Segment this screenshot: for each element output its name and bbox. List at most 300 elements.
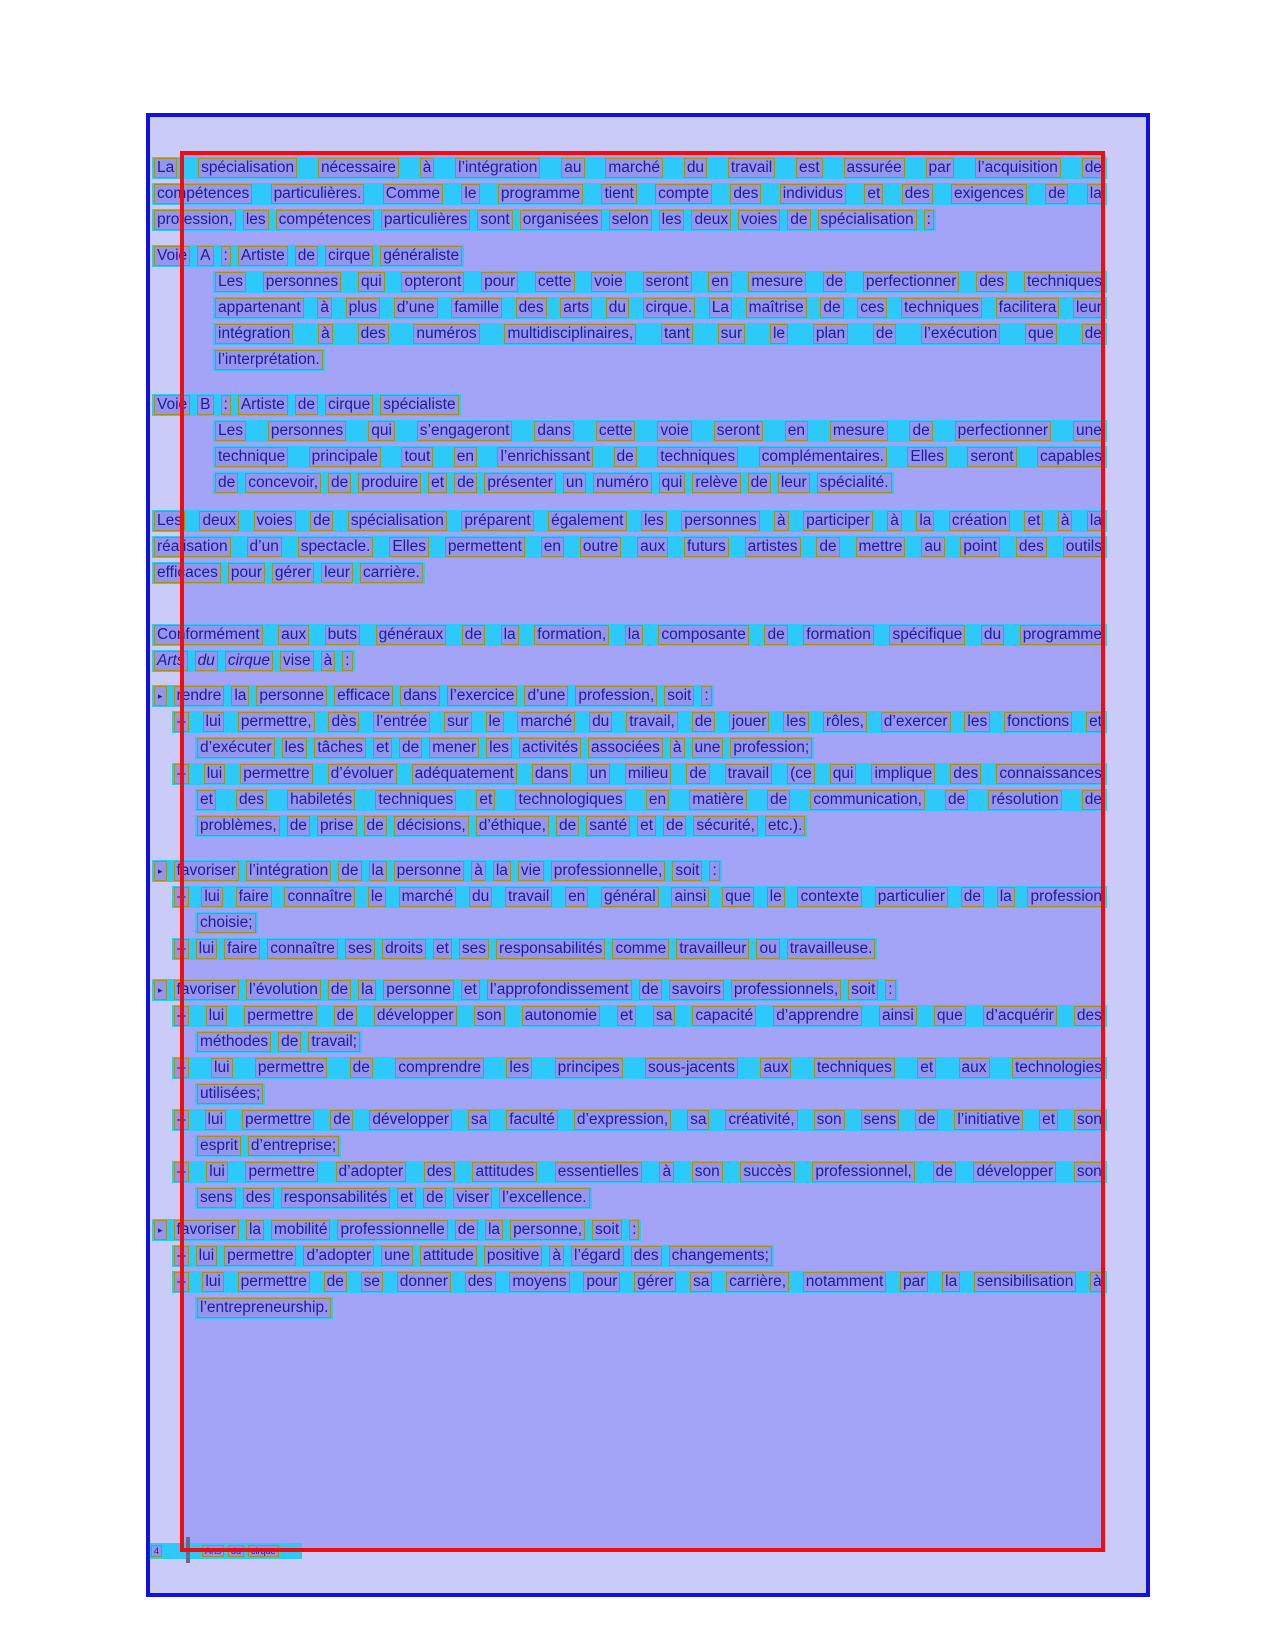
word-bounding-box: vise (280, 651, 314, 671)
text-line-row (150, 711, 1107, 733)
word-bounding-box: efficaces (154, 563, 221, 583)
word-bounding-box: des (730, 184, 761, 204)
word-bounding-box: Voie (154, 395, 190, 415)
line-bounding-box (152, 157, 1107, 179)
word-bounding-box: voie (591, 272, 625, 292)
word-bounding-box: – (174, 764, 189, 784)
word-bounding-box: dans (534, 421, 574, 441)
text-line-row (150, 789, 1107, 811)
word-bounding-box: des (424, 1162, 455, 1182)
word-bounding-box: présenter (484, 473, 555, 493)
word-bounding-box: : (701, 686, 711, 706)
word-bounding-box: l’intégration (455, 158, 540, 178)
word-bounding-box: l’exercice (447, 686, 518, 706)
word-bounding-box: de (692, 712, 715, 732)
word-bounding-box: en (646, 790, 669, 810)
word-bounding-box: de (1045, 184, 1068, 204)
word-bounding-box: et (428, 473, 447, 493)
goal-4 (150, 1219, 1107, 1319)
word-bounding-box: de (1082, 790, 1105, 810)
word-bounding-box: d’évoluer (328, 764, 397, 784)
word-bounding-box: intégration (215, 324, 293, 344)
word-bounding-box: prise (317, 816, 357, 836)
word-bounding-box: une (381, 1246, 413, 1266)
text-line-row (150, 1057, 1107, 1079)
word-bounding-box: rendre (174, 686, 225, 706)
word-bounding-box: carrière, (726, 1272, 789, 1292)
line-bounding-box (172, 1271, 1107, 1293)
text-line-row (150, 183, 1107, 205)
word-bounding-box: techniques (1024, 272, 1105, 292)
word-bounding-box: : (221, 395, 231, 415)
word-bounding-box: son (814, 1110, 845, 1130)
word-bounding-box: communication, (810, 790, 925, 810)
word-bounding-box: et (397, 1188, 416, 1208)
word-bounding-box: soit (672, 861, 702, 881)
line-bounding-box (213, 349, 325, 371)
word-bounding-box: un (587, 764, 610, 784)
text-line-row (150, 420, 1107, 442)
text-line-row (150, 763, 1107, 785)
word-bounding-box: sa (687, 1110, 709, 1130)
word-bounding-box: dans (532, 764, 572, 784)
word-bounding-box: spécialiste (380, 395, 458, 415)
word-bounding-box: d’une (394, 298, 438, 318)
line-bounding-box (172, 886, 1107, 908)
word-bounding-box: sur (444, 712, 472, 732)
word-bounding-box: perfectionner (863, 272, 959, 292)
word-bounding-box: que (934, 1006, 966, 1026)
word-bounding-box: professionnelle (337, 1220, 447, 1240)
word-bounding-box: d’entreprise; (248, 1136, 339, 1156)
line-bounding-box (195, 912, 258, 934)
line-bounding-box (213, 420, 1107, 442)
word-bounding-box: favoriser (174, 980, 239, 1000)
word-bounding-box: du (981, 625, 1004, 645)
word-bounding-box: : (709, 861, 719, 881)
text-line-row (150, 938, 1107, 960)
word-bounding-box: de (364, 816, 387, 836)
word-bounding-box: leur (321, 563, 353, 583)
word-bounding-box: réalisation (154, 537, 231, 557)
footer-title-word: Arts (202, 1545, 224, 1557)
word-bounding-box: en (785, 421, 808, 441)
word-bounding-box: mener (429, 738, 479, 758)
word-bounding-box: faire (236, 887, 272, 907)
word-bounding-box: travail; (308, 1032, 360, 1052)
line-bounding-box (152, 624, 1107, 646)
word-bounding-box: des (902, 184, 933, 204)
word-bounding-box: numéro (593, 473, 652, 493)
word-bounding-box: vie (518, 861, 544, 881)
word-bounding-box: Voie (154, 246, 190, 266)
word-bounding-box: la (625, 625, 643, 645)
conformement-paragraph (150, 624, 1107, 672)
line-bounding-box (152, 209, 936, 231)
line-bounding-box (213, 271, 1107, 293)
word-bounding-box: spécialisation (198, 158, 297, 178)
word-bounding-box: voie (657, 421, 691, 441)
text-line-row (150, 209, 1107, 231)
line-bounding-box (172, 1005, 1107, 1027)
word-bounding-box: travailleuse. (787, 939, 876, 959)
word-bounding-box: travail (725, 764, 772, 784)
word-bounding-box: comprendre (395, 1058, 484, 1078)
word-bounding-box: de (334, 1006, 357, 1026)
word-bounding-box: travail (505, 887, 552, 907)
bullet-marker: ▸ (154, 980, 167, 1000)
word-bounding-box: le (461, 184, 479, 204)
word-bounding-box: implique (871, 764, 935, 784)
word-bounding-box: l’interprétation. (215, 350, 323, 370)
text-line-row (150, 737, 1107, 759)
voie-a-body (150, 271, 1107, 371)
line-bounding-box (152, 1219, 641, 1241)
word-bounding-box: : (885, 980, 895, 1000)
word-bounding-box: cette (596, 421, 636, 441)
word-bounding-box: des (358, 324, 389, 344)
word-bounding-box: du (469, 887, 492, 907)
word-bounding-box: attitudes (472, 1162, 537, 1182)
word-bounding-box: voies (254, 511, 296, 531)
word-bounding-box: dans (400, 686, 440, 706)
word-bounding-box: personnes (268, 421, 346, 441)
word-bounding-box: personne, (510, 1220, 585, 1240)
word-bounding-box: spécialisation (818, 210, 917, 230)
word-bounding-box: responsabilités (496, 939, 605, 959)
line-bounding-box (195, 1135, 341, 1157)
word-bounding-box: milieu (625, 764, 671, 784)
word-bounding-box: technologiques (515, 790, 625, 810)
word-bounding-box: tant (661, 324, 693, 344)
word-bounding-box: décisions, (394, 816, 469, 836)
text-line-row (150, 510, 1107, 532)
text-line-row (150, 1297, 1107, 1319)
word-bounding-box: à (471, 861, 486, 881)
line-bounding-box (172, 1109, 1107, 1131)
goal-1 (150, 685, 1107, 837)
word-bounding-box: à (1090, 1272, 1105, 1292)
word-bounding-box: sa (690, 1272, 712, 1292)
word-bounding-box: gérer (634, 1272, 676, 1292)
word-bounding-box: la (358, 980, 376, 1000)
word-bounding-box: lui (203, 712, 225, 732)
word-bounding-box: au (921, 537, 944, 557)
word-bounding-box: cirque (325, 395, 373, 415)
word-bounding-box: techniques (814, 1058, 895, 1078)
word-bounding-box: activités (519, 738, 581, 758)
text-line-row (150, 157, 1107, 179)
word-bounding-box: ses (345, 939, 375, 959)
word-bounding-box: gérer (272, 563, 314, 583)
text-line-row (150, 536, 1107, 558)
word-bounding-box: habiletés (287, 790, 355, 810)
word-bounding-box: Conformément (154, 625, 263, 645)
word-bounding-box: des (1016, 537, 1047, 557)
word-bounding-box: à (317, 298, 332, 318)
word-bounding-box: essentielles (555, 1162, 642, 1182)
text-line-row (150, 1083, 1107, 1105)
word-bounding-box: d’exercer (881, 712, 951, 732)
word-bounding-box: complémentaires. (759, 447, 887, 467)
word-bounding-box: formation (803, 625, 874, 645)
word-bounding-box: en (565, 887, 588, 907)
word-bounding-box: développer (369, 1110, 452, 1130)
word-bounding-box: plus (346, 298, 380, 318)
word-bounding-box: qui (830, 764, 857, 784)
word-bounding-box: professionnels, (731, 980, 841, 1000)
word-bounding-box: sont (477, 210, 512, 230)
word-bounding-box: aux (278, 625, 309, 645)
word-bounding-box: viser (453, 1188, 492, 1208)
word-bounding-box: les (506, 1058, 532, 1078)
text-content (150, 157, 1107, 1323)
line-bounding-box (152, 536, 1107, 558)
line-bounding-box (213, 472, 894, 494)
word-bounding-box: – (174, 1058, 189, 1078)
line-bounding-box (152, 562, 425, 584)
word-bounding-box: faire (224, 939, 260, 959)
line-bounding-box (195, 1297, 333, 1319)
word-bounding-box: autonomie (522, 1006, 600, 1026)
word-bounding-box: le (486, 712, 504, 732)
word-bounding-box: et (864, 184, 883, 204)
word-bounding-box: que (1025, 324, 1057, 344)
word-bounding-box: l’entrepreneurship. (197, 1298, 331, 1318)
word-bounding-box: famille (451, 298, 502, 318)
text-line-row (150, 271, 1107, 293)
word-bounding-box: changements; (669, 1246, 772, 1266)
word-bounding-box: deux (691, 210, 731, 230)
word-bounding-box: préparent (461, 511, 533, 531)
line-bounding-box (172, 1245, 774, 1267)
word-bounding-box: de (816, 537, 839, 557)
word-bounding-box: permettre (244, 1006, 316, 1026)
word-bounding-box: Elles (389, 537, 429, 557)
word-bounding-box: lui (204, 764, 226, 784)
word-bounding-box: lui (211, 1058, 233, 1078)
word-bounding-box: les (964, 712, 990, 732)
word-bounding-box: de (462, 625, 485, 645)
word-bounding-box: des (516, 298, 547, 318)
line-bounding-box (195, 1187, 592, 1209)
word-bounding-box: de (455, 1220, 478, 1240)
word-bounding-box: cirque (225, 651, 273, 671)
word-bounding-box: outils (1063, 537, 1105, 557)
word-bounding-box: plan (813, 324, 848, 344)
goal-2 (150, 860, 1107, 960)
word-bounding-box: de (823, 272, 846, 292)
voie-b-body (150, 420, 1107, 494)
text-line-row (150, 323, 1107, 345)
word-bounding-box: se (361, 1272, 383, 1292)
line-bounding-box (172, 711, 1107, 733)
word-bounding-box: Artiste (238, 395, 288, 415)
word-bounding-box: la (493, 861, 511, 881)
word-bounding-box: à (549, 1246, 564, 1266)
bullet-marker: ▸ (154, 1220, 167, 1240)
word-bounding-box: par (900, 1272, 928, 1292)
word-bounding-box: numéros (413, 324, 479, 344)
word-bounding-box: un (563, 473, 586, 493)
word-bounding-box: l’acquisition (975, 158, 1061, 178)
word-bounding-box: de (350, 1058, 373, 1078)
word-bounding-box: outre (580, 537, 621, 557)
word-bounding-box: marché (605, 158, 663, 178)
page-footer (150, 1543, 302, 1559)
word-bounding-box: de (945, 790, 968, 810)
word-bounding-box: de (909, 421, 932, 441)
word-bounding-box: la (1087, 511, 1105, 531)
word-bounding-box: spécifique (889, 625, 965, 645)
word-bounding-box: La (709, 298, 732, 318)
word-bounding-box: permettre (245, 1162, 317, 1182)
word-bounding-box: favoriser (174, 1220, 239, 1240)
text-line-row (150, 1005, 1107, 1027)
word-bounding-box: nécessaire (318, 158, 399, 178)
word-bounding-box: à (887, 511, 902, 531)
word-bounding-box: favoriser (174, 861, 239, 881)
word-bounding-box: que (722, 887, 754, 907)
word-bounding-box: selon (609, 210, 652, 230)
word-bounding-box: cirque. (643, 298, 696, 318)
word-bounding-box: particulier (875, 887, 948, 907)
word-bounding-box: tâches (314, 738, 366, 758)
word-bounding-box: tient (601, 184, 636, 204)
word-bounding-box: des (236, 790, 267, 810)
word-bounding-box: du (606, 298, 629, 318)
word-bounding-box: à (1058, 511, 1073, 531)
word-bounding-box: personnes (263, 272, 341, 292)
word-bounding-box: contexte (797, 887, 862, 907)
text-line-row (150, 245, 1107, 267)
word-bounding-box: Artiste (238, 246, 288, 266)
word-bounding-box: des (976, 272, 1007, 292)
line-bounding-box (152, 245, 464, 267)
text-line-row (150, 650, 1107, 672)
word-bounding-box: de (278, 1032, 301, 1052)
word-bounding-box: professionnelle, (551, 861, 666, 881)
word-bounding-box: concevoir, (245, 473, 321, 493)
word-bounding-box: du (684, 158, 707, 178)
word-bounding-box: en (454, 447, 477, 467)
word-bounding-box: spécialité. (817, 473, 892, 493)
word-bounding-box: mesure (748, 272, 806, 292)
word-bounding-box: son (1074, 1110, 1105, 1130)
word-bounding-box: utilisées; (197, 1084, 263, 1104)
word-bounding-box: des (1074, 1006, 1105, 1026)
word-bounding-box: aux (959, 1058, 990, 1078)
word-bounding-box: deux (199, 511, 239, 531)
word-bounding-box: de (287, 816, 310, 836)
word-bounding-box: s’engageront (417, 421, 513, 441)
word-bounding-box: Elles (907, 447, 947, 467)
word-bounding-box: Comme (383, 184, 443, 204)
word-bounding-box: des (950, 764, 981, 784)
word-bounding-box: pour (583, 1272, 620, 1292)
word-bounding-box: sécurité, (693, 816, 758, 836)
word-bounding-box: attitude (420, 1246, 477, 1266)
word-bounding-box: opteront (401, 272, 464, 292)
word-bounding-box: La (154, 158, 177, 178)
bullet-marker: ▸ (154, 861, 167, 881)
word-bounding-box: associées (588, 738, 663, 758)
word-bounding-box: pour (228, 563, 265, 583)
text-line-row (150, 1271, 1107, 1293)
word-bounding-box: la (501, 625, 519, 645)
word-bounding-box: responsabilités (281, 1188, 390, 1208)
word-bounding-box: créativité, (725, 1110, 797, 1130)
word-bounding-box: la (997, 887, 1015, 907)
word-bounding-box: positive (484, 1246, 543, 1266)
word-bounding-box: connaître (267, 939, 338, 959)
word-bounding-box: d’adopter (303, 1246, 374, 1266)
word-bounding-box: de (764, 625, 787, 645)
word-bounding-box: compétences (154, 184, 252, 204)
word-bounding-box: lui (205, 1110, 227, 1130)
word-bounding-box: Les (215, 272, 246, 292)
word-bounding-box: de (873, 324, 896, 344)
word-bounding-box: personne (383, 980, 454, 1000)
word-bounding-box: capacité (692, 1006, 756, 1026)
word-bounding-box: également (548, 511, 626, 531)
word-bounding-box: connaissances (996, 764, 1105, 784)
word-bounding-box: appartenant (215, 298, 304, 318)
word-bounding-box: marché (399, 887, 457, 907)
line-bounding-box (195, 789, 1107, 811)
word-bounding-box: santé (586, 816, 630, 836)
word-bounding-box: méthodes (197, 1032, 271, 1052)
word-bounding-box: Les (154, 511, 185, 531)
word-bounding-box: – (174, 1162, 189, 1182)
word-bounding-box: l’enrichissant (497, 447, 593, 467)
word-bounding-box: mobilité (271, 1220, 330, 1240)
word-bounding-box: Arts (154, 651, 188, 671)
word-bounding-box: donner (397, 1272, 451, 1292)
goal-3 (150, 979, 1107, 1209)
line-bounding-box (172, 1161, 1107, 1183)
word-bounding-box: à (420, 158, 435, 178)
word-bounding-box: la (246, 1220, 264, 1240)
word-bounding-box: de (933, 1162, 956, 1182)
word-bounding-box: de (295, 246, 318, 266)
word-bounding-box: ces (857, 298, 887, 318)
word-bounding-box: B (197, 395, 213, 415)
voie-a-heading (150, 245, 1107, 267)
word-bounding-box: composante (658, 625, 748, 645)
text-line-row (150, 297, 1107, 319)
word-bounding-box: de (614, 447, 637, 467)
word-bounding-box: le (368, 887, 386, 907)
document-page (146, 113, 1150, 1597)
word-bounding-box: la (1087, 184, 1105, 204)
word-bounding-box: sur (718, 324, 746, 344)
word-bounding-box: la (916, 511, 934, 531)
word-bounding-box: d’éthique, (476, 816, 549, 836)
word-bounding-box: adéquatement (412, 764, 517, 784)
word-bounding-box: profession; (730, 738, 812, 758)
word-bounding-box: et (373, 738, 392, 758)
word-bounding-box: résolution (988, 790, 1061, 810)
word-bounding-box: Les (215, 421, 246, 441)
word-bounding-box: travailleur (676, 939, 749, 959)
word-bounding-box: lui (201, 887, 223, 907)
word-bounding-box: l’évolution (246, 980, 321, 1000)
word-bounding-box: maîtrise (746, 298, 807, 318)
word-bounding-box: mesure (830, 421, 888, 441)
word-bounding-box: à (670, 738, 685, 758)
word-bounding-box: des (631, 1246, 662, 1266)
